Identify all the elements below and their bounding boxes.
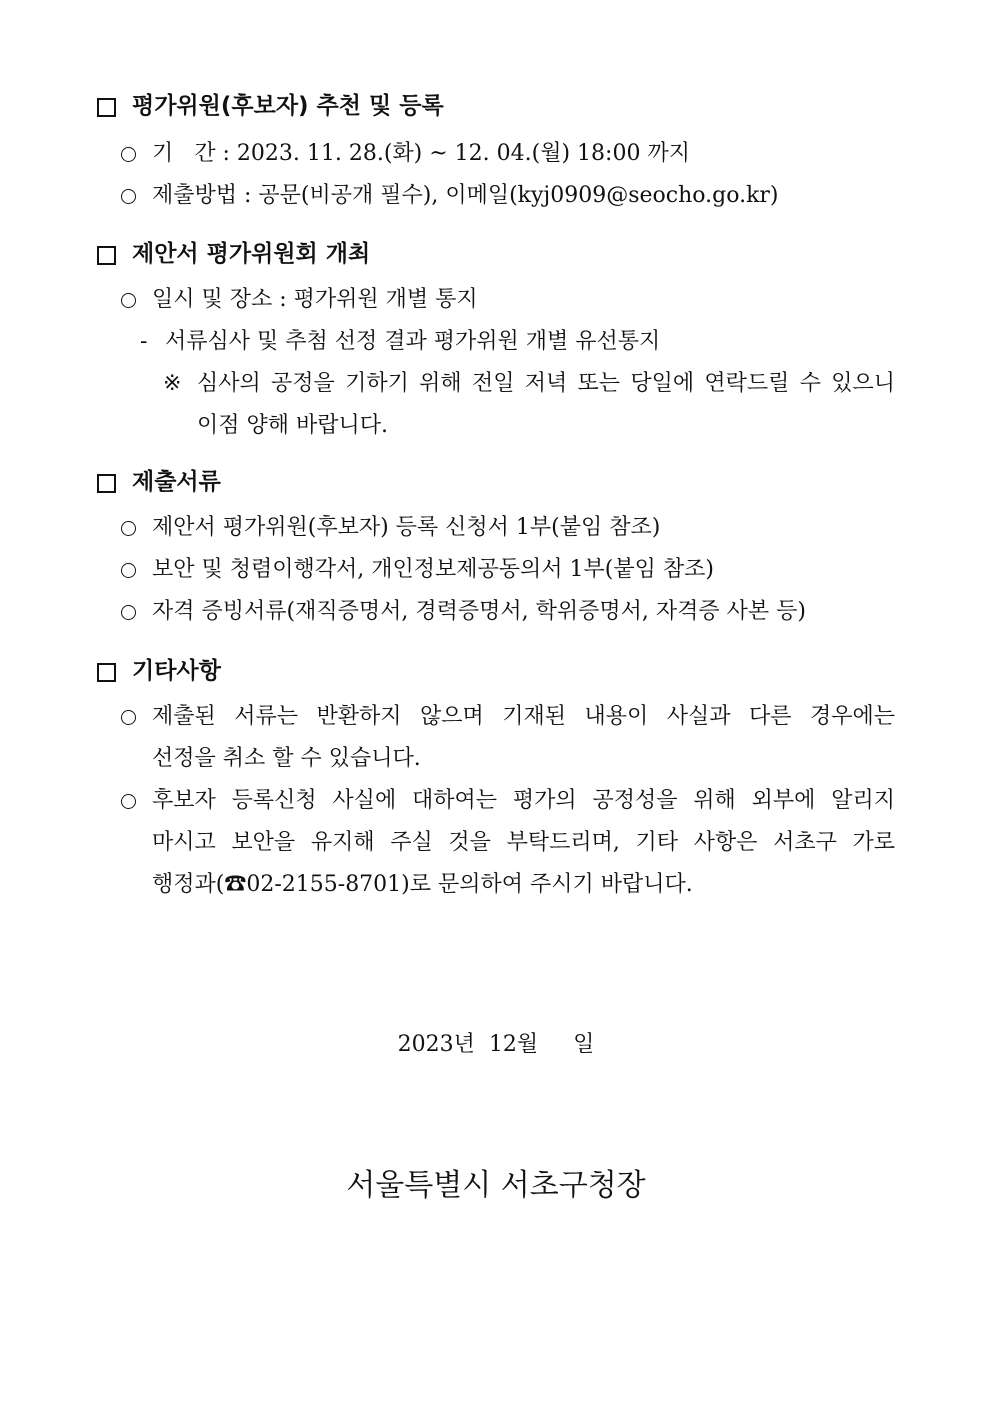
list-item: 서류심사 및 추첨 선정 결과 평가위원 개별 유선통지 bbox=[165, 329, 661, 354]
paragraph-line: 마시고 보안을 유지해 주실 것을 부탁드리며, 기타 사항은 서초구 가로 bbox=[152, 830, 895, 855]
section-checkbox-icon bbox=[97, 98, 116, 117]
item-text: 공문(비공개 필수), 이메일(kyj0909@seocho.go.kr) bbox=[258, 183, 779, 208]
section-checkbox-icon bbox=[97, 474, 116, 493]
list-item: 자격 증빙서류(재직증명서, 경력증명서, 학위증명서, 자격증 사본 등) bbox=[152, 599, 806, 624]
circle-bullet-icon bbox=[121, 794, 136, 809]
note-line: 심사의 공정을 기하기 위해 전일 저녁 또는 당일에 연락드릴 수 있으니 bbox=[197, 371, 895, 396]
paragraph-line: 후보자 등록신청 사실에 대하여는 평가의 공정성을 위해 외부에 알리지 bbox=[152, 788, 895, 813]
item-label: 기 간 : bbox=[152, 141, 237, 166]
circle-bullet-icon bbox=[121, 710, 136, 725]
item-label: 제출방법 : bbox=[152, 183, 259, 208]
section-heading: 제출서류 bbox=[132, 469, 221, 495]
circle-bullet-icon bbox=[121, 189, 136, 204]
list-item bbox=[152, 182, 779, 210]
list-item: 보안 및 청렴이행각서, 개인정보제공동의서 1부(붙임 참조) bbox=[152, 557, 714, 582]
item-text: 2023. 11. 28.(화) ~ 12. 04.(월) 18:00 까지 bbox=[236, 141, 690, 166]
reference-mark-icon: ※ bbox=[163, 371, 182, 396]
paragraph-line: 선정을 취소 할 수 있습니다. bbox=[152, 746, 421, 771]
circle-bullet-icon bbox=[121, 521, 136, 536]
section-heading: 제안서 평가위원회 개최 bbox=[132, 241, 371, 267]
list-item: 일시 및 장소 : 평가위원 개별 통지 bbox=[152, 287, 478, 312]
list-item: 제안서 평가위원(후보자) 등록 신청서 1부(붙임 참조) bbox=[152, 515, 661, 540]
paragraph-line: 행정과(☎02-2155-8701)로 문의하여 주시기 바랍니다. bbox=[152, 872, 693, 897]
circle-bullet-icon bbox=[121, 563, 136, 578]
section-heading: 기타사항 bbox=[132, 658, 221, 684]
dash-bullet: - bbox=[140, 329, 148, 354]
section-heading: 평가위원(후보자) 추천 및 등록 bbox=[132, 93, 444, 119]
signature: 서울특별시 서초구청장 bbox=[346, 1168, 646, 1203]
circle-bullet-icon bbox=[121, 147, 136, 162]
circle-bullet-icon bbox=[121, 293, 136, 308]
note-line: 이점 양해 바랍니다. bbox=[197, 413, 388, 438]
circle-bullet-icon bbox=[121, 605, 136, 620]
section-checkbox-icon bbox=[97, 246, 116, 265]
list-item bbox=[152, 140, 690, 168]
date-line: 2023년 12월 일 bbox=[397, 1032, 595, 1057]
section-checkbox-icon bbox=[97, 663, 116, 682]
paragraph-line: 제출된 서류는 반환하지 않으며 기재된 내용이 사실과 다른 경우에는 bbox=[152, 704, 895, 729]
